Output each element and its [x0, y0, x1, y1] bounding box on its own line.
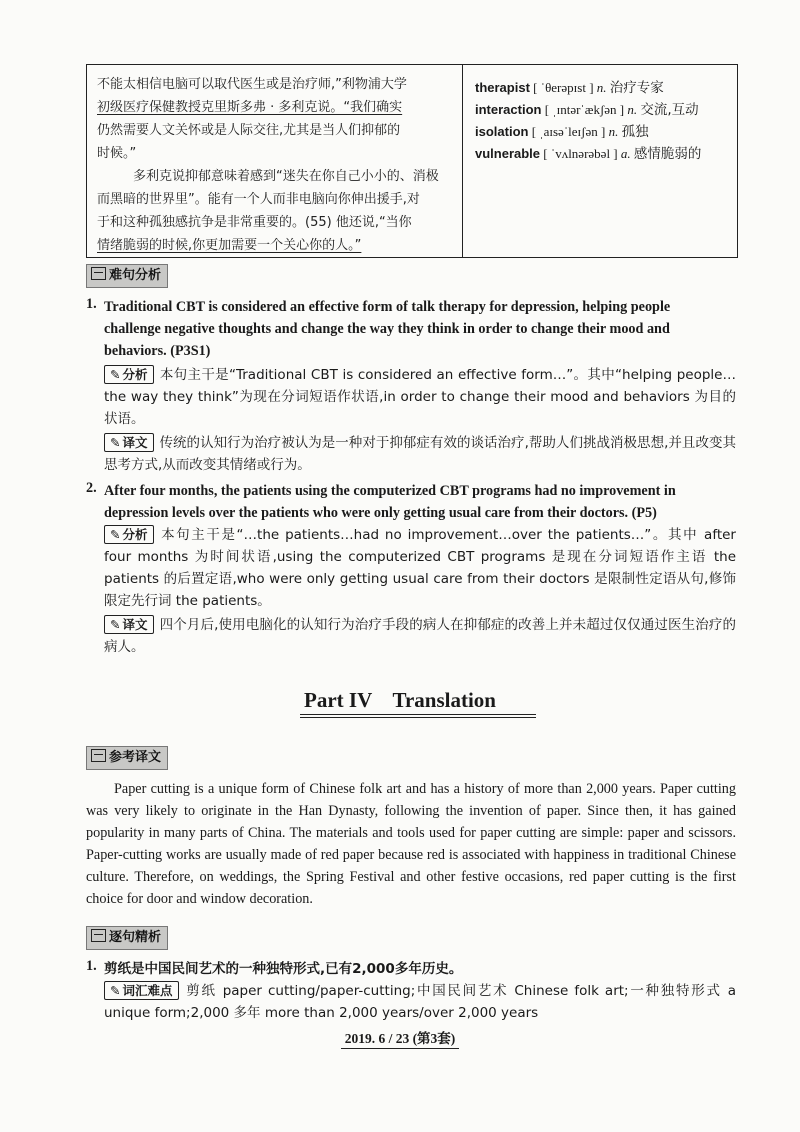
- vocab-entry: interaction [ ˌɪntərˈækʃən ] n. 交流,互动: [475, 102, 699, 118]
- section-icon: [91, 749, 106, 762]
- section-tag-reference-translation: 参考译文: [86, 746, 168, 770]
- vocab-entry: isolation [ ˌaɪsəˈleɪʃən ] n. 孤独: [475, 124, 649, 140]
- passage-line: 不能太相信电脑可以取代医生或是治疗师,”利物浦大学: [97, 77, 407, 92]
- item-number: 2.: [86, 480, 97, 496]
- passage-line: 而黑暗的世界里”。能有一个人而非电脑向你伸出援手,对: [97, 192, 420, 207]
- passage-line: 时候。”: [97, 146, 137, 161]
- bilingual-passage-box: [86, 64, 738, 258]
- box-divider: [462, 65, 463, 257]
- section-tag-difficult-sentences: 难句分析: [86, 264, 168, 288]
- vocab-entry: therapist [ ˈθerəpɪst ] n. 治疗专家: [475, 80, 664, 96]
- reference-paragraph: Paper cutting is a unique form of Chinese folk art and has a history of more than 2,000 years. Paper cutting was very likely to originate in the Han Dynasty, following the invention of paper. Since then, it has gained popularity in many parts of China. The materials and tools used for paper cutting are simple: paper and scissors. Paper-cutting works are usually made of red paper because red is associated with happiness in traditional Chinese culture. Therefore, on weddings, the Spring Festival and other festive occasions, red paper cutting is the first choice for door and window decoration.: [86, 781, 736, 907]
- section-tag-sentence-analysis: 逐句精析: [86, 926, 168, 950]
- translation-2: ✎ 译文 四个月后,使用电脑化的认知行为治疗手段的病人在抑郁症的改善上并未超过仅仅通过医生治疗的病人。: [104, 617, 736, 655]
- passage-line: 初级医疗保健教授克里斯多弗 · 多利克说。“我们确实: [97, 100, 403, 115]
- pen-icon: ✎: [110, 617, 121, 632]
- section-icon: [91, 929, 106, 942]
- analysis-label: ✎ 分析: [104, 525, 154, 544]
- analysis-label: ✎ 分析: [104, 365, 154, 384]
- pen-icon: ✎: [110, 367, 121, 382]
- page-footer: 2019. 6 / 23 (第3套): [0, 1027, 800, 1047]
- pen-icon: ✎: [110, 435, 121, 450]
- passage-line: 于和这种孤独感抗争是非常重要的。(55) 他还说,“当你: [97, 215, 412, 230]
- pen-icon: ✎: [110, 983, 121, 998]
- passage-line: 情绪脆弱的时候,你更加需要一个关心你的人。”: [97, 238, 362, 253]
- section-icon: [91, 267, 106, 280]
- vocab-entry: vulnerable [ ˈvʌlnərəbəl ] a. 感情脆弱的: [475, 146, 702, 162]
- passage-line: 仍然需要人文关怀或是人际交往,尤其是当人们抑郁的: [97, 123, 401, 138]
- item-number: 1.: [86, 296, 97, 312]
- translation-label: ✎ 译文: [104, 615, 154, 634]
- translation-label: ✎ 译文: [104, 433, 154, 452]
- analysis-2: ✎ 分析 本句主干是“…the patients…had no improvement…over the patients…”。其中 after four months 为时间状语,using the computerized CBT programs 是现在分词短语作主语 the patients 的后置定语,who were only getting usual care from their doctors 是限制性定语从句,修饰限定先行词 the patients。: [104, 527, 736, 609]
- item-number: 1.: [86, 958, 97, 974]
- translation-1: ✎ 译文 传统的认知行为治疗被认为是一种对于抑郁症有效的谈话治疗,帮助人们挑战消极思想,并且改变其思考方式,从而改变其情绪或行为。: [104, 435, 736, 473]
- analysis-1: ✎ 分析 本句主干是“Traditional CBT is considered an effective form…”。其中“helping people…the way they think”为现在分词短语作状语,in order to change their mood and behaviors 为目的状语。: [104, 367, 736, 427]
- vocab-label: ✎ 词汇难点: [104, 981, 179, 1000]
- difficult-sentence-1: Traditional CBT is considered an effective form of talk therapy for depression, helping people challenge negative thoughts and change the way they think in order to change their mood and behaviors. (P3S1): [104, 299, 671, 359]
- part-title: Part IV Translation: [304, 688, 496, 712]
- difficult-sentence-2: After four months, the patients using the computerized CBT programs had no improvement in depression levels over the patients who were only getting usual care from their doctors. (P5): [104, 483, 676, 521]
- pen-icon: ✎: [110, 527, 121, 542]
- passage-line: 多利克说抑郁意味着感到“迷失在你自己小小的、消极: [133, 169, 439, 184]
- source-sentence-1: 剪纸是中国民间艺术的一种独特形式,已有2,000多年历史。: [104, 961, 463, 977]
- title-underline: [300, 714, 536, 715]
- vocab-difficulty-1: ✎ 词汇难点 剪纸 paper cutting/paper-cutting;中国民间艺术 Chinese folk art;一种独特形式 a unique form;2,000 多年 more than 2,000 years/over 2,000 years: [104, 983, 736, 1021]
- title-underline: [300, 717, 536, 718]
